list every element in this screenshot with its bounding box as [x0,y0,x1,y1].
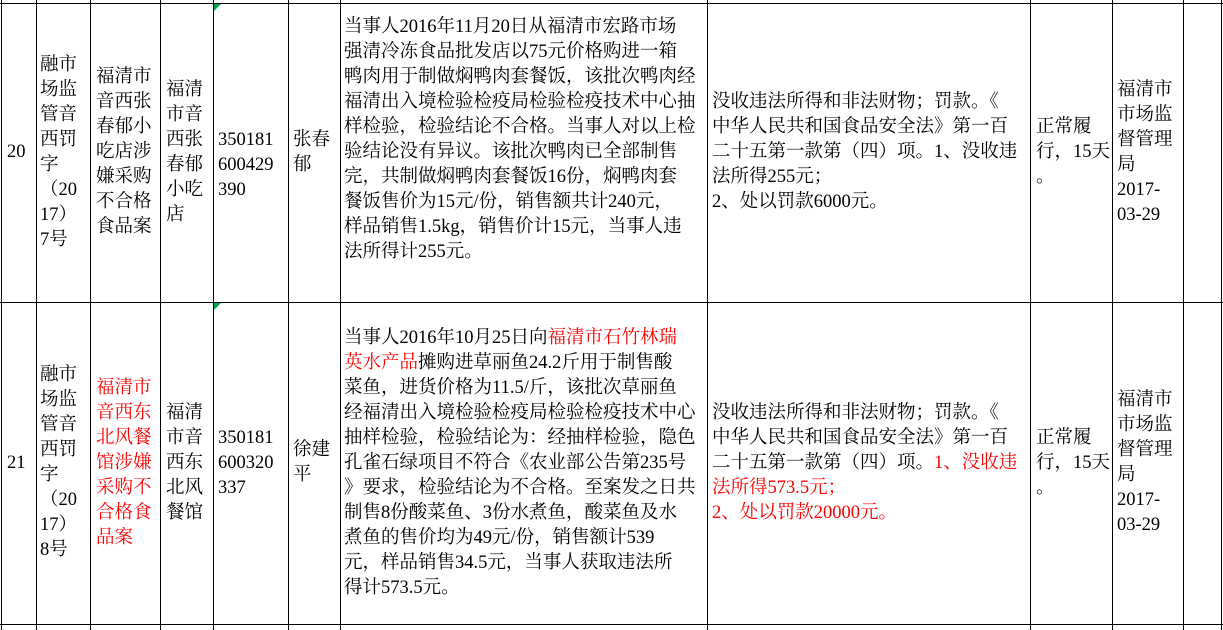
text-line: 督管理 [1117,440,1173,460]
text-line: 03-29 [1117,515,1161,535]
cell-legal-representative[interactable] [289,302,340,624]
text-line: 张春 [293,129,331,150]
text-line: 菜鱼，进货价格为11.5/斤，该批次草丽鱼 [344,377,677,398]
case-name-text [96,65,152,240]
text-line: 600429 [218,154,274,175]
text-line: 平 [293,465,312,485]
penalty-text [712,90,1017,215]
text-line: 法所得255元； [712,167,833,187]
cell-credit-code[interactable] [214,3,288,302]
text-line: 当事人2016年11月20日从福清市宏路市场 [344,17,677,37]
cell-empty[interactable] [1184,3,1221,302]
text-line: 春郁小 [96,117,152,137]
text-line: 抽样检验，检验结论为：经抽样检验，隐色 [344,427,696,448]
text-line: 徐建 [293,440,331,460]
text-line: 北风餐 [96,427,152,448]
text-line: 西张 [166,129,204,150]
cell-execution-status[interactable] [1031,302,1112,624]
text-line [344,326,696,351]
text-line: 品案 [96,527,134,548]
text-line: 行，15天 [1036,142,1111,162]
text-line: 福清 [166,402,204,423]
text-line: 嫌采购 [96,167,152,187]
violation-facts-text [344,326,696,601]
party-name-text [166,401,203,526]
cell-case-number[interactable] [37,302,90,624]
text-number-indicator-icon[interactable] [214,303,221,310]
text-line: 不合格 [96,192,152,212]
text-line: 音西东 [96,402,152,423]
case-name-text [96,376,152,551]
text-line: 管音 [40,104,78,125]
authority-date-text [1117,388,1173,538]
row-number: 21 [7,452,26,473]
case-number-text [40,363,77,563]
text-line [344,351,696,376]
text-line: 店 [166,204,185,225]
text-line: 福清市 [96,67,152,87]
legal-representative-text [293,128,330,178]
text-line: 市音 [166,104,204,125]
text-line: 8号 [40,540,68,560]
cell-party-name[interactable] [161,302,213,624]
cell-legal-representative[interactable] [289,3,340,302]
text-line: 没收违法所得和非法财物；罚款。《 [712,92,999,112]
text-line: 西东 [166,452,204,473]
text-line: 经福清出入境检验检疫局检验检疫技术中心 [344,402,696,423]
text-line: 市场监 [1117,415,1173,435]
text-line: 福清出入境检验检疫局检验检疫技术中心抽 [344,92,696,112]
text-line: 管音 [40,415,78,435]
text-line: 西罚 [40,129,78,150]
text-line: 馆涉嫌 [96,452,152,473]
case-number-text [40,53,77,253]
text-line: 场监 [40,79,78,100]
text-line: 03-29 [1117,204,1161,225]
text-line: 元，样品销售34.5元，当事人获取违法所 [344,552,673,573]
text-line: 小吃 [166,179,204,200]
text-line: 合格食 [96,502,152,523]
text-line: （20 [40,490,78,510]
cell-penalty[interactable] [708,3,1030,302]
text-line: 17） [40,515,78,535]
row-number: 20 [7,142,26,162]
text-line: 正常履 [1036,117,1092,137]
authority-date-text [1117,78,1173,228]
text-line: 。 [1036,477,1055,498]
text-line: 餐饭售价为15元/份，销售额共计240元， [344,192,673,212]
execution-status-text [1036,426,1110,501]
text-line [712,451,1017,476]
cell-case-name[interactable] [91,302,160,624]
text-line: 正常履 [1036,427,1092,448]
text-line: 2017- [1117,490,1161,510]
highlighted-text: 法所得573.5元； [712,477,847,498]
text-line: 字 [40,465,59,485]
text-line: 制售8份酸菜鱼、3份水煮鱼，酸菜鱼及水 [344,502,678,523]
text-line: 》要求，检验结论为不合格。至案发之日共 [344,477,696,498]
cell-empty[interactable] [1184,302,1221,624]
text-line: 350181 [218,129,274,150]
text-segment: 当事人2016年10月25日向 [344,327,548,348]
text-line: 完，共制做焖鸭肉套餐饭16份，焖鸭肉套 [344,167,678,187]
text-line: 337 [218,477,246,498]
cell-violation-facts[interactable] [341,3,707,302]
text-line: 采购不 [96,477,152,498]
text-line: 福清 [166,79,204,100]
grid-line [0,624,1223,625]
text-line: 春郁 [166,154,204,175]
text-line: 二十五第一款第（四）项。1、没收违 [712,142,1018,162]
text-line [712,476,1017,501]
text-line: 福清市 [1117,390,1173,410]
cell-penalty[interactable] [708,302,1030,624]
cell-row-number[interactable] [2,302,36,624]
text-line: 融市 [40,365,78,385]
text-line: 西罚 [40,440,78,460]
text-line: 2017- [1117,179,1161,200]
text-line: 强清冷冻食品批发店以75元价格购进一箱 [344,42,678,62]
text-line: 福清市 [1117,79,1173,100]
execution-status-text [1036,115,1110,190]
cell-credit-code[interactable] [214,302,288,624]
cell-case-number[interactable] [37,3,90,302]
text-line: 融市 [40,54,78,75]
text-segment: 摊购进草丽鱼24.2斤用于制售酸 [418,352,673,373]
text-line: 350181 [218,427,274,448]
text-line: 7号 [40,229,68,250]
penalty-text [712,401,1017,526]
cell-execution-status[interactable] [1031,3,1112,302]
text-line: 中华人民共和国食品安全法》第一百 [712,427,1009,448]
text-line: 样品销售1.5kg，销售价计15元，当事人违 [344,217,682,237]
cell-row-number[interactable] [2,3,36,302]
text-line: 。 [1036,167,1055,187]
cell-case-name[interactable] [91,3,160,302]
table-row [0,3,1223,302]
text-line: 音西张 [96,92,152,112]
text-line: 验结论没有异议。该批次鸭肉已全部制售 [344,142,678,162]
text-line: （20 [40,179,78,200]
highlighted-text: 2、处以罚款20000元。 [712,502,898,523]
legal-representative-text [293,438,330,488]
text-line: 600320 [218,452,274,473]
text-line: 没收违法所得和非法财物；罚款。《 [712,402,999,423]
text-line: 样检验，检验结论不合格。当事人对以上检 [344,117,696,137]
party-name-text [166,78,203,228]
cell-authority-date[interactable] [1113,3,1183,302]
text-line: 字 [40,154,59,175]
credit-code-text [218,103,274,203]
text-line: 场监 [40,390,78,410]
cell-authority-date[interactable] [1113,302,1183,624]
text-line: 2、处以罚款6000元。 [712,192,888,212]
text-line: 孔雀石绿项目不符合《农业部公告第235号 [344,452,687,473]
cell-violation-facts[interactable] [341,302,707,624]
highlighted-text: 英水产品 [344,352,419,373]
text-line: 中华人民共和国食品安全法》第一百 [712,117,1009,137]
text-line: 法所得计255元。 [344,242,483,262]
text-line: 督管理 [1117,129,1173,150]
violation-facts-text [344,15,696,290]
text-line: 市音 [166,427,204,448]
text-line: 郁 [293,154,312,175]
table-row [0,302,1223,624]
text-line: 390 [218,179,246,200]
text-line: 局 [1117,465,1136,485]
highlighted-text: 福清市石竹林瑞 [547,327,678,348]
text-line: 鸭肉用于制做焖鸭肉套餐饭，该批次鸭肉经 [344,67,696,87]
cell-party-name[interactable] [161,3,213,302]
text-line: 食品案 [96,217,152,237]
text-line: 市场监 [1117,104,1173,125]
text-line: 17） [40,204,78,225]
text-segment: 二十五第一款第（四）项。 [712,452,935,473]
text-line: 得计573.5元。 [344,577,460,598]
credit-code-text [218,426,274,501]
text-line: 福清市 [96,377,152,398]
text-line: 北风 [166,477,204,498]
text-line: 煮鱼的售价均为49元/份，销售额计539 [344,527,655,548]
text-line [712,501,1017,526]
highlighted-text: 1、没收违 [934,452,1018,473]
text-line: 行，15天 [1036,452,1111,473]
text-line: 局 [1117,154,1136,175]
text-number-indicator-icon[interactable] [214,4,221,11]
text-line: 吃店涉 [96,142,152,162]
text-line: 餐馆 [166,502,204,523]
